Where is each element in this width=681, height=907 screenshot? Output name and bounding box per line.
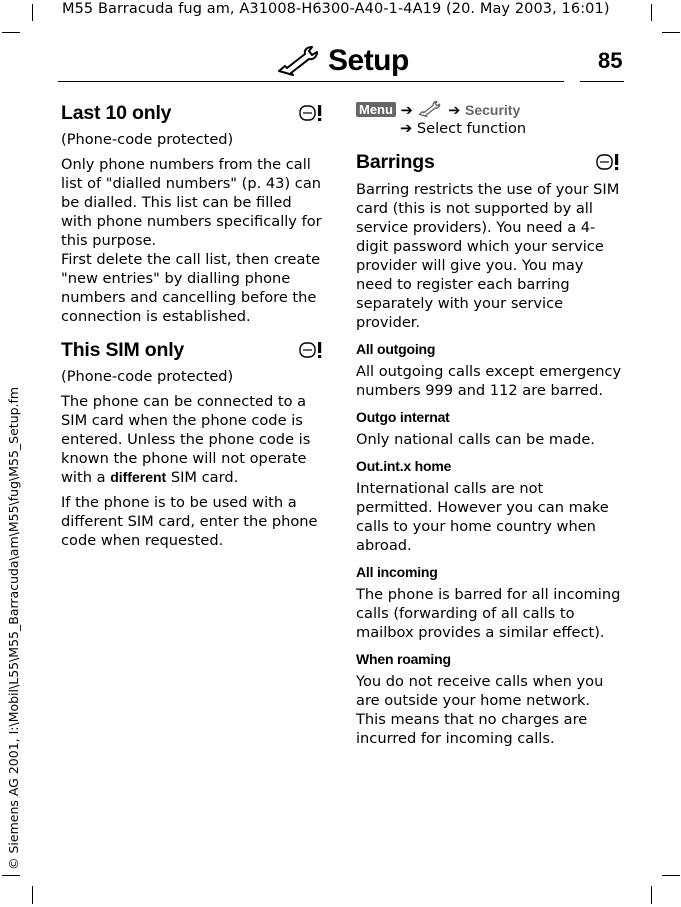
paragraph: You do not receive calls when you are outside your home network. This means that no charges are incurred for incoming calls. xyxy=(356,673,604,747)
page-title-block xyxy=(276,40,409,82)
arrow-icon: ➔ xyxy=(400,120,413,137)
paragraph: Only national calls can be made. xyxy=(356,431,595,448)
crop-mark xyxy=(32,886,33,904)
paragraph: Barring restricts the use of your SIM card (this is not supported by all service providers). You need a 4-digit password which your service provider will give you. You may need to register each barring separately with your service provider. xyxy=(356,181,620,331)
subheading: Outgo internat xyxy=(356,409,450,425)
wrench-icon xyxy=(276,46,322,76)
heading-this-sim-only: This SIM only xyxy=(61,339,185,361)
emphasis-different: different xyxy=(110,469,167,485)
crop-mark xyxy=(651,886,652,904)
left-column xyxy=(61,101,327,550)
title-rule xyxy=(58,81,564,82)
wrench-icon xyxy=(417,101,443,117)
protection-note: (Phone-code protected) xyxy=(61,131,234,148)
crop-mark xyxy=(662,32,680,33)
menu-path-line2 xyxy=(356,120,624,138)
phone-code-protected-icon xyxy=(299,103,325,123)
paragraph: All outgoing calls except emergency numbers 999 and 112 are barred. xyxy=(356,363,622,399)
paragraph: The phone is barred for all incoming calls (forwarding of all calls to mailbox provides a similar effect). xyxy=(356,586,621,641)
section-heading xyxy=(356,150,624,174)
running-head: M55 Barracuda fug am, A31008-H6300-A40-1-4A19 (20. May 2003, 16:01) xyxy=(62,1,610,17)
crop-mark xyxy=(651,4,652,21)
subheading: All incoming xyxy=(356,564,438,580)
menu-path-select: Select function xyxy=(416,120,527,137)
menu-path xyxy=(356,101,624,120)
section-heading xyxy=(61,101,327,125)
subheading: When roaming xyxy=(356,651,451,667)
heading-barrings: Barrings xyxy=(356,151,435,173)
page-title: Setup xyxy=(328,44,409,77)
page-number: 85 xyxy=(598,48,623,73)
crop-mark xyxy=(662,875,680,876)
menu-path-security: Security xyxy=(464,102,521,118)
paragraph: Only phone numbers from the call list of "dialled numbers" (p. 43) can be dialled. This list can be filled with phone numbers specifically for this purpose. xyxy=(61,156,322,249)
subheading: All outgoing xyxy=(356,341,436,357)
phone-code-protected-icon xyxy=(596,152,622,172)
crop-mark xyxy=(32,4,33,21)
file-path-note: © Siemens AG 2001, I:\Mobil\L55\M55_Barracuda\am\M55\fug\M55_Setup.fm xyxy=(6,386,21,870)
menu-key: Menu xyxy=(356,102,396,117)
protection-note: (Phone-code protected) xyxy=(61,368,234,385)
paragraph-text: The phone can be connected to a SIM card when the phone code is entered. Unless the phone code is known the phone will not operate with a xyxy=(61,393,311,486)
heading-last-10-only: Last 10 only xyxy=(61,102,172,124)
paragraph: International calls are not permitted. However you can make calls to your home country when abroad. xyxy=(356,480,609,554)
page-number-rule xyxy=(580,81,624,82)
paragraph xyxy=(61,392,327,487)
paragraph-text: SIM card. xyxy=(166,469,239,486)
arrow-icon: ➔ xyxy=(448,102,461,119)
crop-mark xyxy=(2,32,20,33)
subheading: Out.int.x home xyxy=(356,458,452,474)
paragraph: First delete the call list, then create "new entries" by dialling phone numbers and cancelling before the connection is established. xyxy=(61,251,321,325)
section-heading xyxy=(61,338,327,362)
arrow-icon: ➔ xyxy=(400,102,413,119)
right-column xyxy=(356,101,624,748)
phone-code-protected-icon xyxy=(299,340,325,360)
crop-mark xyxy=(2,875,20,876)
paragraph: If the phone is to be used with a different SIM card, enter the phone code when requested. xyxy=(61,494,318,549)
